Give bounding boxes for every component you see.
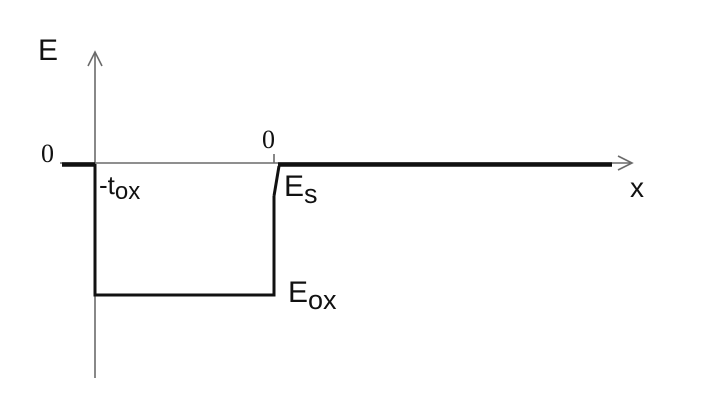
oxide-thickness-label — [99, 170, 140, 205]
oxide-field-label — [288, 276, 337, 315]
x-axis-label: x — [630, 172, 644, 203]
zero-label-left: 0 — [41, 139, 54, 168]
surface-field-label-base: E — [284, 170, 305, 203]
field-curve-semiconductor-transition — [274, 166, 279, 196]
y-axis-label: E — [38, 34, 59, 67]
oxide-thickness-label-prefix: -t — [99, 170, 115, 200]
zero-label-interface: 0 — [262, 125, 275, 154]
surface-field-label-subscript: s — [304, 179, 318, 209]
oxide-field-label-subscript: ox — [308, 285, 337, 315]
oxide-field-label-base: E — [288, 276, 309, 309]
surface-field-label — [284, 170, 318, 209]
oxide-thickness-label-subscript: ox — [114, 178, 141, 205]
